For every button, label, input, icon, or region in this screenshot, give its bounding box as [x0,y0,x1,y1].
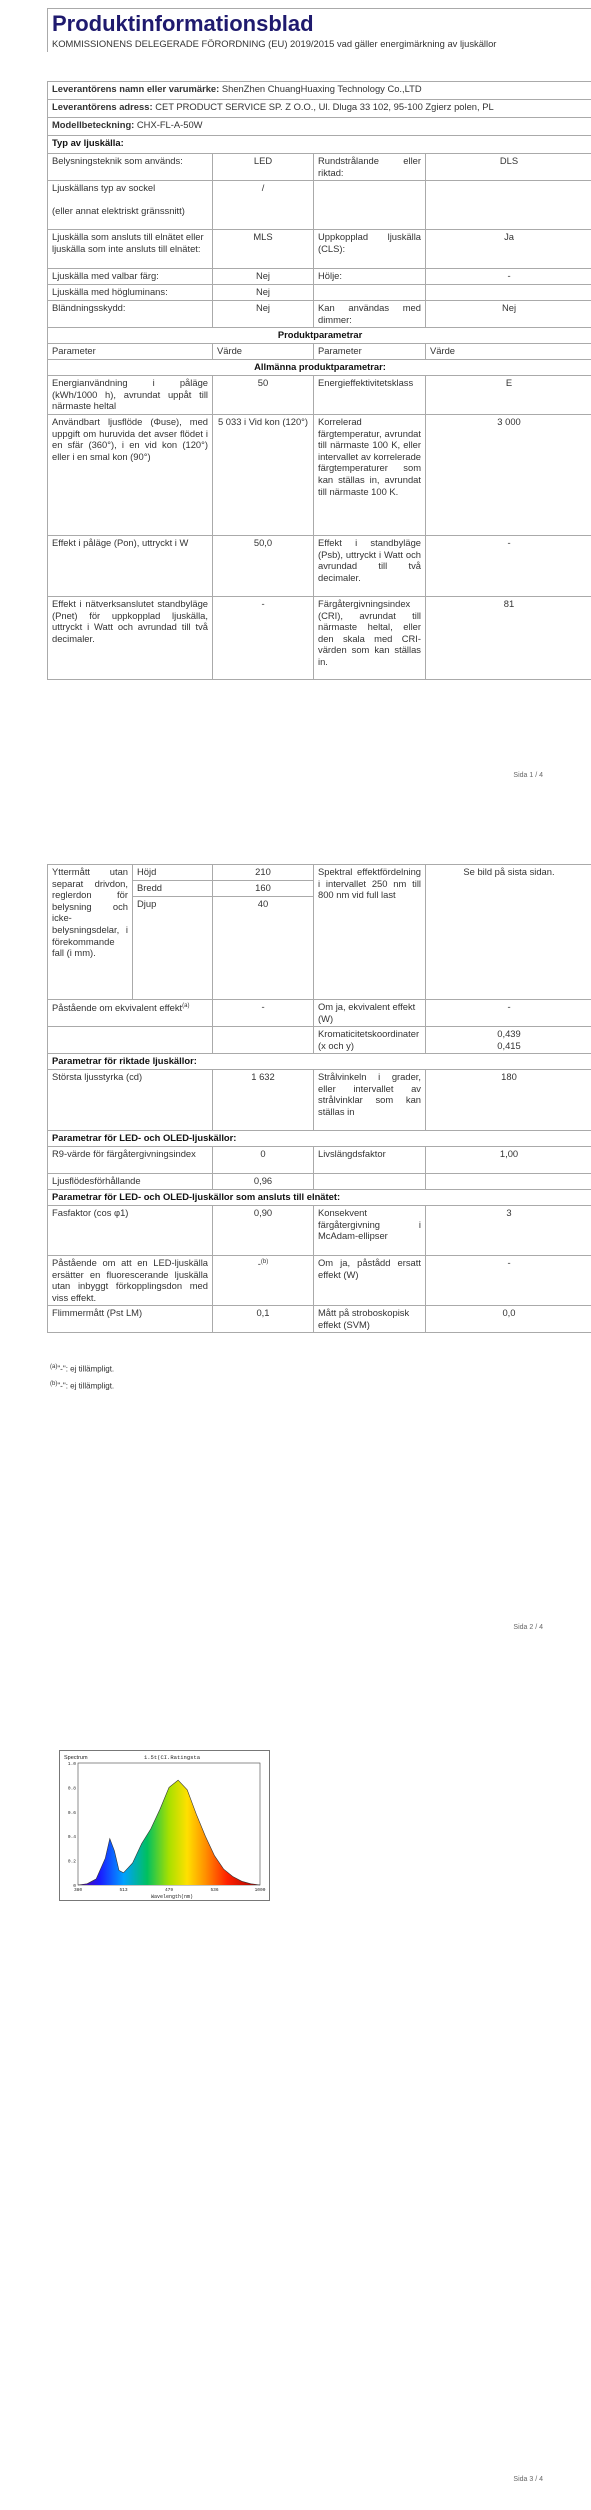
y-tick-label: 1.0 [67,1762,76,1767]
type-row [48,181,591,230]
spectrum-svg [60,1751,269,1900]
col-parameter: Parameter [48,344,213,360]
footnote-b [50,1381,114,1391]
param-label: Strålvinkeln i grader, eller intervallet av strålvinklar som kan ställas in [314,1070,426,1131]
footnote-mark: (a) [50,1364,58,1370]
param-value: 0,90 [213,1206,314,1256]
param-label [48,1000,213,1027]
model-label: Modellbeteckning: [52,119,135,130]
param-label: Effekt i standbyläge (Psb), uttryckt i Watt och avrundad till två decimaler. [314,536,426,597]
depth-value: 40 [213,897,314,1000]
param-value: 3 000 [426,415,591,536]
supplier-address-label: Leverantörens adress: [52,101,153,112]
param-row [48,1070,591,1131]
y-tick-label: 0.6 [67,1810,76,1816]
dimensions-label: Yttermått utan separat drivdon, reglerdon för belysning och icke-belysningsdelar, i förekommande fall (i mm). [48,865,133,1000]
param-value: - [426,1256,591,1306]
param-label: Påstående om att en LED-ljuskälla ersätter en fluorescerande ljuskälla utan inbyggt förkopplingsdon med viss effekt. [48,1256,213,1306]
type-row [48,230,591,269]
led-replacement-claim-value: - [257,1258,261,1270]
model-row [48,118,591,136]
general-heading: Allmänna produktparametrar: [48,360,591,376]
param-label: Fasfaktor (cos φ1) [48,1206,213,1256]
height-value: 210 [213,865,314,881]
param-row [48,1206,591,1256]
param-value: 0,96 [213,1174,314,1190]
type-label: Rundstrålande eller riktad: [314,154,426,181]
type-label: Hölje: [314,269,426,285]
supplier-address-row [48,100,591,118]
param-row [48,1147,591,1174]
param-label: Livslängdsfaktor [314,1147,426,1174]
param-label: Effekt i nätverksanslutet standbyläge (Pnet) för uppkopplad ljuskälla, uttryckt i Watt och avrundad till två decimaler. [48,597,213,680]
param-value: 0 [213,1147,314,1174]
param-value: - [426,536,591,597]
type-row [48,301,591,328]
footnote-mark: (b) [50,1381,58,1387]
chart-title: 1.5t(CI.Ratingsta [143,1754,201,1761]
footnote-text: "-": ej tillämpligt. [57,1381,115,1391]
param-label: Flimmermått (Pst LM) [48,1306,213,1333]
model-identifier: CHX-FL-A-50W [136,119,203,130]
type-label: Ljuskälla som ansluts till elnätet eller ljuskälla som inte ansluts till elnätet: [48,230,213,269]
supplier-name: ShenZhen ChuangHuaxing Technology Co.,LTD [221,83,422,94]
type-label: Ljuskällans typ av sockel (eller annat elektriskt gränssnitt) [48,181,213,230]
param-value: 0,0 [426,1306,591,1333]
param-label: Om ja, ekvivalent effekt (W) [314,1000,426,1027]
dimensions-row [48,865,591,881]
x-tick-label: 479 [164,1888,174,1893]
type-label: Bländningsskydd: [48,301,213,328]
depth-label: Djup [133,897,213,1000]
type-label: Ljuskälla med högluminans: [48,285,213,301]
param-value [426,1027,591,1054]
param-label [314,1174,426,1190]
x-tick-label: 380 [73,1888,83,1893]
width-value: 160 [213,881,314,897]
page-number: Sida 1 / 4 [513,772,543,779]
type-value: - [426,269,591,285]
spectrum-chart [59,1750,270,1901]
type-label: Uppkopplad ljuskälla (CLS): [314,230,426,269]
col-value: Värde [213,344,314,360]
param-label: Användbart ljusflöde (Φuse), med uppgift om huruvida det avser flödet i en sfär (360°), i en vid kon (120°) eller i en smal kon (90°) [48,415,213,536]
page-number: Sida 2 / 4 [513,1624,543,1631]
type-value: / [213,181,314,230]
param-label: Korrelerad färgtemperatur, avrundat till närmaste 100 K, eller intervallet av korrelerade färgtemperaturer som kan ställas in, avrundat till närmaste 100 K. [314,415,426,536]
spd-label: Spektral effektfördelning i intervallet 250 nm till 800 nm vid full last [314,865,426,1000]
param-label: Energieffektivitetsklass [314,376,426,415]
type-row [48,285,591,301]
type-row [48,154,591,181]
y-tick-label: 0.2 [67,1859,76,1865]
type-value [426,181,591,230]
param-value: 50,0 [213,536,314,597]
chart-ylabel: Spectrum [64,1755,88,1761]
param-value: 3 [426,1206,591,1256]
param-value: - [213,597,314,680]
param-label: Energianvändning i påläge (kWh/1000 h), avrundat uppåt till närmaste heltal [48,376,213,415]
param-row [48,1306,591,1333]
param-label: R9-värde för färgåtergivningsindex [48,1147,213,1174]
type-value: LED [213,154,314,181]
chromaticity-y: 0,415 [497,1039,521,1051]
col-value: Värde [426,344,591,360]
col-parameter: Parameter [314,344,426,360]
type-value: Nej [213,285,314,301]
width-label: Bredd [133,881,213,897]
type-value: MLS [213,230,314,269]
page-title: Produktinformationsblad [52,11,314,36]
param-value: 50 [213,376,314,415]
footnote-a [50,1364,114,1374]
page-number: Sida 3 / 4 [513,2476,543,2483]
regulation-subtitle: KOMMISSIONENS DELEGERADE FÖRORDNING (EU) 2019/2015 vad gäller energimärkning av ljuskällor [52,38,497,49]
param-label [48,1027,213,1054]
param-label: Största ljusstyrka (cd) [48,1070,213,1131]
y-tick-label: 0.8 [67,1786,76,1792]
param-value: - [426,1000,591,1027]
param-label: Mått på stroboskopisk effekt (SVM) [314,1306,426,1333]
params-heading: Produktparametrar [48,328,591,344]
type-value: Nej [213,301,314,328]
param-label: Färgåtergivningsindex (CRI), avrundat till närmaste heltal, eller den skala med CRI-värden som kan ställas in. [314,597,426,680]
y-tick-label: 0 [73,1884,76,1889]
param-value: 0,1 [213,1306,314,1333]
type-value [426,285,591,301]
param-label: Kromaticitetskoordinater (x och y) [314,1027,426,1054]
param-row [48,1174,591,1190]
type-label [314,181,426,230]
params-column-header [48,344,591,360]
spd-value: Se bild på sista sidan. [426,865,591,1000]
param-value: 1,00 [426,1147,591,1174]
param-value: 5 033 i Vid kon (120°) [213,415,314,536]
directional-heading: Parametrar för riktade ljuskällor: [48,1054,591,1070]
param-row [48,376,591,415]
height-label: Höjd [133,865,213,881]
param-value [426,1174,591,1190]
type-label: Kan användas med dimmer: [314,301,426,328]
param-value: 180 [426,1070,591,1131]
type-label: Belysningsteknik som används: [48,154,213,181]
param-label: Effekt i påläge (Pon), uttryckt i W [48,536,213,597]
param-value: 81 [426,597,591,680]
y-tick-label: 0.4 [67,1835,76,1841]
param-row [48,597,591,680]
chromaticity-x: 0,439 [497,1028,521,1039]
param-row [48,536,591,597]
supplier-address: CET PRODUCT SERVICE SP. Z O.O., Ul. Dluga 33 102, 95-100 Zgierz polen, PL [155,101,494,112]
supplier-name-label: Leverantörens namn eller varumärke: [52,83,220,94]
led-heading: Parametrar för LED- och OLED-ljuskällor: [48,1131,591,1147]
param-label: Om ja, påstådd ersatt effekt (W) [314,1256,426,1306]
type-value: Ja [426,230,591,269]
param-label: Ljusflödesförhållande [48,1174,213,1190]
param-value: E [426,376,591,415]
supplier-name-row [48,82,591,100]
mains-heading: Parametrar för LED- och OLED-ljuskällor som ansluts till elnätet: [48,1190,591,1206]
footnote-ref: (a) [182,1003,190,1009]
footnote-ref: (b) [260,1259,269,1265]
param-row [48,415,591,536]
chart-xlabel: Wavelength(nm) [150,1894,194,1900]
x-tick-label: 536 [210,1888,219,1893]
x-tick-label: 1000 [254,1888,266,1893]
param-row [48,1027,591,1054]
param-value: 1 632 [213,1070,314,1131]
type-value: DLS [426,154,591,181]
param-value [213,1027,314,1054]
param-row [48,1256,591,1306]
document-header [47,8,591,52]
footnote-text: "-": ej tillämpligt. [57,1364,115,1374]
product-info-table [47,81,591,680]
type-value: Nej [426,301,591,328]
type-label: Ljuskälla med valbar färg: [48,269,213,285]
product-info-table-continued [47,864,591,1333]
param-value: - [213,1000,314,1027]
type-label [314,285,426,301]
type-heading: Typ av ljuskälla: [48,136,591,154]
param-label: Konsekvent färgåtergivning i McAdam-ellipser [314,1206,426,1256]
type-row [48,269,591,285]
equivalent-power-claim-label: Påstående om ekvivalent effekt [52,1002,183,1014]
param-row [48,1000,591,1027]
param-value [213,1256,314,1306]
type-value: Nej [213,269,314,285]
x-tick-label: 513 [119,1888,128,1893]
